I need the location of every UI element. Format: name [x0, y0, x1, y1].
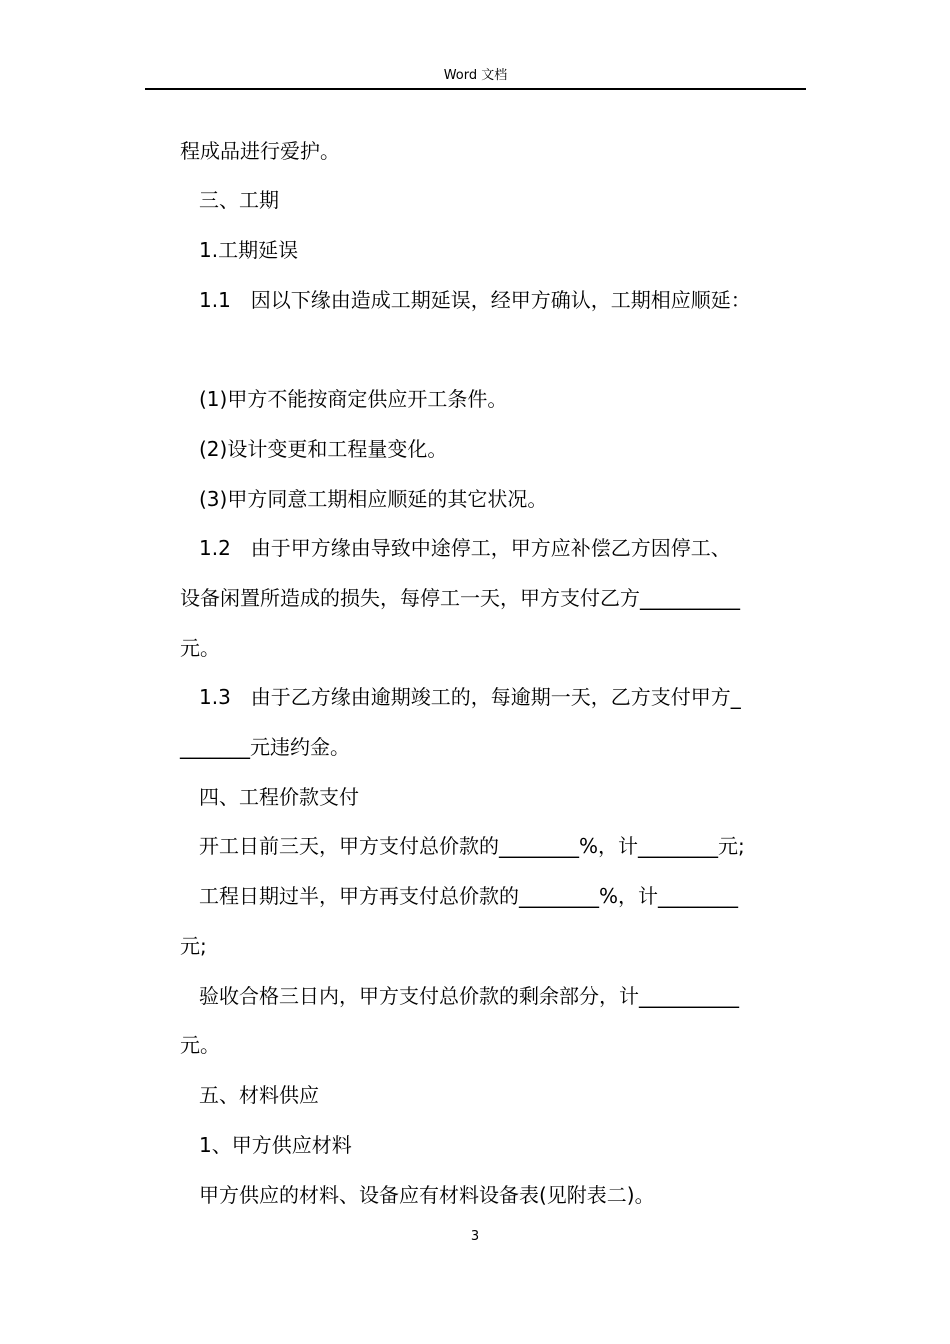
subsection-heading: 1、甲方供应材料	[199, 1133, 352, 1157]
clause-line: 1.3 由于乙方缘由逾期竣工的，每逾期一天，乙方支付甲方_	[199, 685, 741, 709]
payment-line: 验收合格三日内，甲方支付总价款的剩余部分，计__________	[199, 984, 739, 1008]
clause-line: 1.1 因以下缘由造成工期延误，经甲方确认，工期相应顺延：	[199, 288, 751, 312]
payment-line: 开工日前三天，甲方支付总价款的________%，计________元;	[199, 834, 745, 858]
subsection-heading: 1.工期延误	[199, 238, 299, 262]
body-line: _______元违约金。	[180, 735, 350, 759]
body-line: 设备闲置所造成的损失，每停工一天，甲方支付乙方__________	[180, 586, 740, 610]
body-line: 甲方供应的材料、设备应有材料设备表(见附表二)。	[199, 1183, 655, 1207]
body-line: 元。	[180, 636, 220, 660]
clause-line: 1.2 由于甲方缘由导致中途停工，甲方应补偿乙方因停工、	[199, 536, 731, 560]
body-line: 程成品进行爱护。	[180, 139, 340, 163]
header-title: Word 文档	[443, 68, 508, 83]
payment-line: 工程日期过半，甲方再支付总价款的________%，计________	[199, 884, 739, 908]
body-line: 元;	[180, 934, 207, 958]
page-header	[145, 64, 806, 90]
section-heading: 五、材料供应	[199, 1083, 319, 1107]
section-heading: 三、工期	[199, 188, 279, 212]
list-item: (1)甲方不能按商定供应开工条件。	[199, 387, 508, 411]
list-item: (3)甲方同意工期相应顺延的其它状况。	[199, 487, 548, 511]
body-line: 元。	[180, 1033, 220, 1057]
list-item: (2)设计变更和工程量变化。	[199, 437, 448, 461]
section-heading: 四、工程价款支付	[199, 785, 359, 809]
page-number: 3	[470, 1229, 480, 1244]
